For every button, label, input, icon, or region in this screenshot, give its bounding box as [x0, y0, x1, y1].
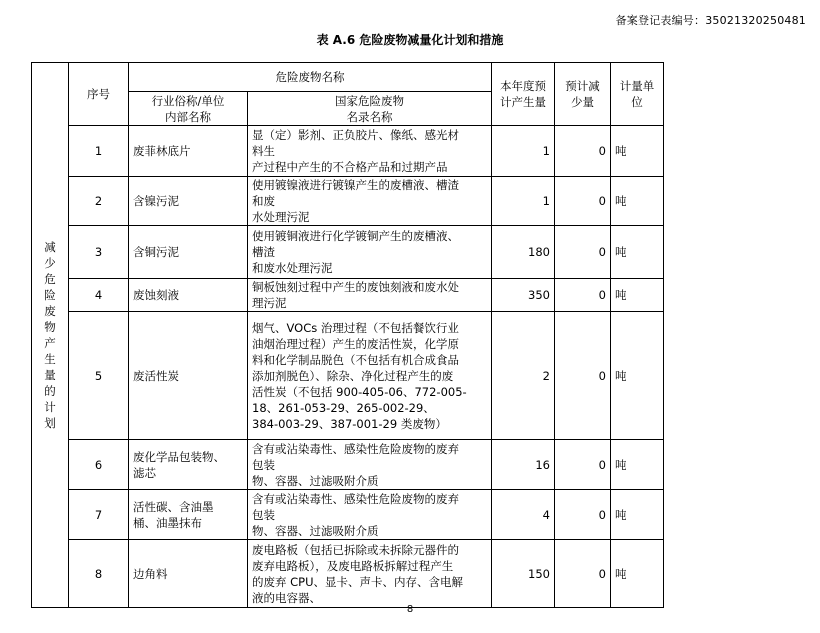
row-reduction-amount: 0 — [555, 126, 611, 177]
row-expected-amount: 180 — [492, 226, 555, 279]
row-seq: 5 — [69, 312, 129, 440]
row-catalog-name-line: 理污泥 — [252, 296, 287, 310]
row-reduction-amount: 0 — [555, 490, 611, 540]
row-expected-amount: 150 — [492, 540, 555, 608]
row-common-name — [129, 312, 248, 440]
table-row — [32, 312, 664, 440]
row-catalog-name-line: 包装 — [252, 457, 275, 472]
row-catalog-name-line: 铜板蚀刻过程中产生的废蚀刻液和废水处 — [252, 280, 459, 294]
row-catalog-name-line: 含有或沾染毒性、感染性危险废物的废弃 — [252, 441, 459, 456]
col-header-common-name-line2: 内部名称 — [165, 109, 211, 124]
row-common-name-line: 边角料 — [133, 566, 168, 581]
row-expected-amount: 2 — [492, 312, 555, 440]
row-unit: 吨 — [611, 490, 664, 540]
col-header-unit — [611, 63, 664, 126]
row-unit: 吨 — [611, 440, 664, 490]
section-label-char: 危 — [44, 272, 56, 286]
col-header-reduction-line1: 预计减 — [565, 79, 600, 93]
row-catalog-name-line: 384-003-29、387-001-29 类废物） — [252, 416, 447, 431]
row-catalog-name-line: 显（定）影剂、正负胶片、像纸、感光材 — [252, 128, 459, 142]
row-catalog-name-line: 使用镀镍液进行镀镍产生的废槽液、槽渣 — [252, 178, 459, 192]
table-row — [32, 490, 664, 540]
row-common-name — [129, 279, 248, 312]
row-seq: 7 — [69, 490, 129, 540]
section-label-char: 量 — [44, 368, 56, 382]
row-catalog-name-line: 产过程中产生的不合格产品和过期产品 — [252, 160, 448, 174]
row-reduction-amount: 0 — [555, 540, 611, 608]
row-expected-amount: 1 — [492, 126, 555, 177]
col-header-national-name — [248, 92, 492, 126]
row-catalog-name — [248, 540, 492, 608]
table-row — [32, 279, 664, 312]
table-row — [32, 540, 664, 608]
row-catalog-name — [248, 226, 492, 279]
col-header-reduction-line2: 少量 — [571, 95, 594, 109]
row-seq: 8 — [69, 540, 129, 608]
row-catalog-name — [248, 126, 492, 177]
section-label-char: 物 — [44, 320, 56, 334]
row-catalog-name-line: 包装 — [252, 507, 275, 522]
row-catalog-name — [248, 490, 492, 540]
section-label-char: 废 — [44, 304, 56, 318]
section-label-char: 险 — [44, 288, 56, 302]
row-unit: 吨 — [611, 540, 664, 608]
row-common-name — [129, 440, 248, 490]
section-label-char: 少 — [44, 256, 56, 270]
row-seq: 3 — [69, 226, 129, 279]
table-title: 表 A.6 危险废物减量化计划和措施 — [316, 33, 504, 47]
row-expected-amount: 16 — [492, 440, 555, 490]
row-catalog-name-line: 和废水处理污泥 — [252, 261, 333, 275]
row-expected-amount: 4 — [492, 490, 555, 540]
col-header-common-name — [129, 92, 248, 126]
row-catalog-name-line: 槽渣 — [252, 245, 275, 259]
record-number — [616, 12, 806, 28]
row-reduction-amount: 0 — [555, 440, 611, 490]
row-common-name — [129, 540, 248, 608]
row-catalog-name-line: 18、261-053-29、265-002-29、 — [252, 400, 435, 415]
row-seq: 2 — [69, 177, 129, 226]
col-header-unit-line1: 计量单 — [619, 79, 655, 93]
col-header-common-name-line1: 行业俗称/单位 — [151, 93, 225, 108]
col-header-expected-line2: 计产生量 — [500, 95, 546, 109]
row-catalog-name — [248, 279, 492, 312]
row-common-name — [129, 226, 248, 279]
row-common-name — [129, 490, 248, 540]
row-common-name-line: 滤芯 — [133, 465, 156, 480]
row-catalog-name-line: 和废 — [252, 194, 275, 208]
table-row — [32, 440, 664, 490]
col-header-reduction — [555, 63, 611, 126]
row-common-name-line: 桶、油墨抹布 — [133, 515, 202, 530]
col-header-seq: 序号 — [69, 63, 129, 126]
col-header-expected — [492, 63, 555, 126]
row-catalog-name-line: 烟气、VOCs 治理过程（不包括餐饮行业 — [252, 320, 459, 335]
row-common-name — [129, 126, 248, 177]
row-unit: 吨 — [611, 177, 664, 226]
row-catalog-name-line: 添加剂脱色）、除杂、净化过程产生的废 — [252, 368, 454, 383]
row-catalog-name-line: 液的电容器、 — [252, 590, 321, 605]
row-catalog-name-line: 废弃电路板），及废电路板拆解过程产生 — [252, 558, 454, 573]
page-number: 8 — [406, 604, 414, 615]
section-label — [32, 63, 69, 608]
row-catalog-name-line: 使用镀铜液进行化学镀铜产生的废槽液、 — [252, 229, 459, 243]
row-common-name-line: 废化学品包装物、 — [133, 449, 225, 464]
col-header-waste-name: 危险废物名称 — [129, 63, 492, 92]
section-label-char: 计 — [44, 400, 56, 414]
section-label-char: 减 — [44, 240, 56, 254]
section-label-char: 的 — [44, 384, 56, 398]
row-reduction-amount: 0 — [555, 226, 611, 279]
row-unit: 吨 — [611, 126, 664, 177]
row-catalog-name — [248, 440, 492, 490]
row-catalog-name-line: 含有或沾染毒性、感染性危险废物的废弃 — [252, 491, 459, 506]
section-label-char: 划 — [44, 416, 56, 430]
row-expected-amount: 1 — [492, 177, 555, 226]
row-catalog-name — [248, 312, 492, 440]
row-expected-amount: 350 — [492, 279, 555, 312]
row-common-name-line: 含镍污泥 — [133, 194, 179, 208]
table-row — [32, 177, 664, 226]
row-unit: 吨 — [611, 279, 664, 312]
col-header-national-name-line2: 名录名称 — [346, 109, 393, 124]
row-catalog-name-line: 物、容器、过滤吸附介质 — [252, 473, 379, 488]
section-label-char: 产 — [44, 336, 56, 350]
table-row — [32, 126, 664, 177]
row-catalog-name-line: 废电路板（包括已拆除或未拆除元器件的 — [252, 542, 459, 557]
row-common-name-line: 含铜污泥 — [133, 245, 179, 259]
row-catalog-name-line: 水处理污泥 — [252, 210, 310, 224]
col-header-expected-line1: 本年度预 — [500, 79, 546, 93]
row-unit: 吨 — [611, 226, 664, 279]
row-catalog-name — [248, 177, 492, 226]
record-number-label: 备案登记表编号： — [615, 14, 706, 27]
row-common-name-line: 废活性炭 — [133, 368, 179, 383]
row-catalog-name-line: 料和化学制品脱色（不包括有机合成食品 — [252, 352, 459, 367]
row-catalog-name-line: 的废弃 CPU、显卡、声卡、内存、含电解 — [252, 574, 464, 589]
row-seq: 4 — [69, 279, 129, 312]
row-reduction-amount: 0 — [555, 312, 611, 440]
row-common-name — [129, 177, 248, 226]
table-row — [32, 226, 664, 279]
col-header-unit-line2: 位 — [631, 95, 643, 109]
waste-reduction-table — [31, 62, 664, 608]
col-header-national-name-line1: 国家危险废物 — [335, 93, 404, 108]
row-seq: 1 — [69, 126, 129, 177]
row-common-name-line: 废蚀刻液 — [133, 288, 179, 302]
row-reduction-amount: 0 — [555, 177, 611, 226]
record-number-value: 35021320250481 — [705, 14, 806, 27]
row-seq: 6 — [69, 440, 129, 490]
row-catalog-name-line: 料生 — [252, 144, 275, 158]
row-catalog-name-line: 油烟治理过程）产生的废活性炭，化学原 — [252, 336, 459, 351]
row-catalog-name-line: 活性炭（不包括 900-405-06、772-005- — [252, 384, 467, 399]
row-reduction-amount: 0 — [555, 279, 611, 312]
section-label-char: 生 — [44, 352, 56, 366]
row-common-name-line: 废菲林底片 — [133, 144, 191, 158]
header-row-1 — [32, 63, 664, 92]
row-unit: 吨 — [611, 312, 664, 440]
row-common-name-line: 活性碳、含油墨 — [133, 499, 214, 514]
row-catalog-name-line: 物、容器、过滤吸附介质 — [252, 523, 379, 538]
